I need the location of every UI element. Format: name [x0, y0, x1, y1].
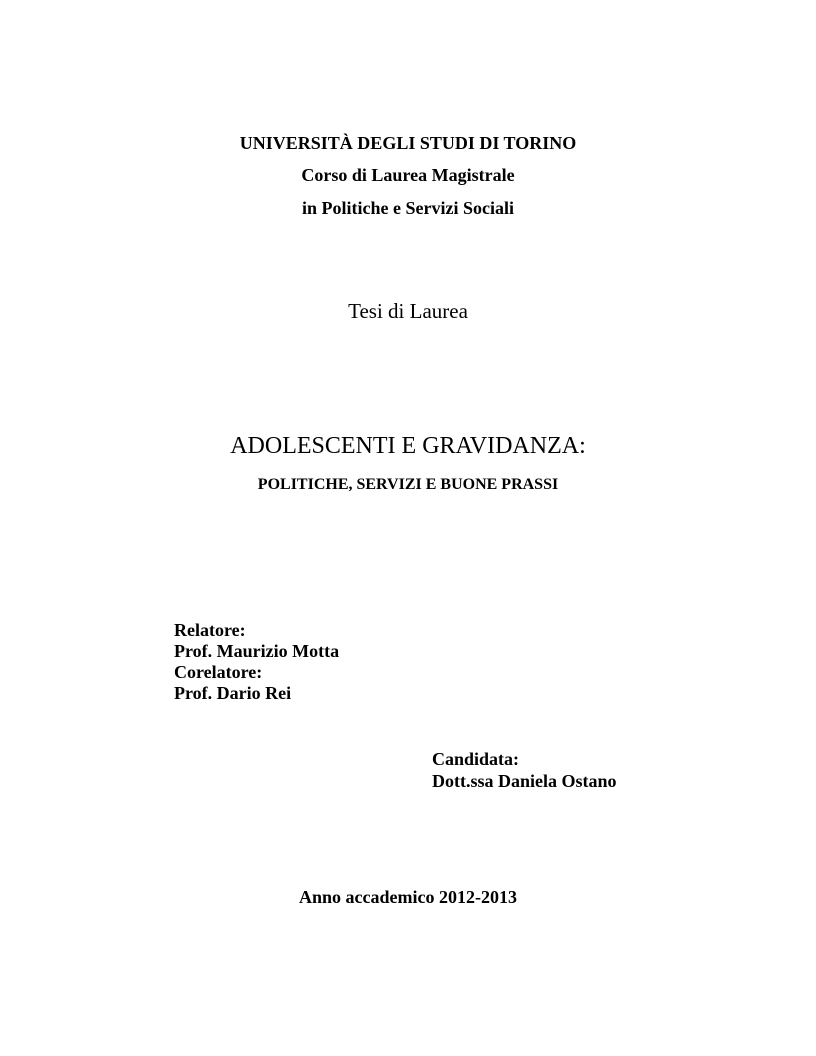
corelatore-label: Corelatore:: [174, 662, 263, 682]
academic-year: Anno accademico 2012-2013: [299, 887, 517, 907]
thesis-title: ADOLESCENTI E GRAVIDANZA:: [230, 433, 586, 459]
candidate-label: Candidata:: [432, 749, 520, 769]
university-name: UNIVERSITÀ DEGLI STUDI DI TORINO: [239, 133, 577, 153]
course-name: Corso di Laurea Magistrale: [301, 165, 515, 185]
candidate-block: [432, 748, 617, 792]
thesis-subtitle: POLITICHE, SERVIZI E BUONE PRASSI: [257, 476, 559, 493]
candidate-name: Dott.ssa Daniela Ostano: [432, 771, 617, 791]
thesis-label: Tesi di Laurea: [348, 299, 468, 323]
relatore-label: Relatore:: [174, 620, 246, 640]
relatore-name: Prof. Maurizio Motta: [174, 641, 340, 661]
corelatore-name: Prof. Dario Rei: [174, 683, 292, 703]
department-name: in Politiche e Servizi Sociali: [302, 198, 514, 218]
supervisors-block: [174, 620, 339, 704]
